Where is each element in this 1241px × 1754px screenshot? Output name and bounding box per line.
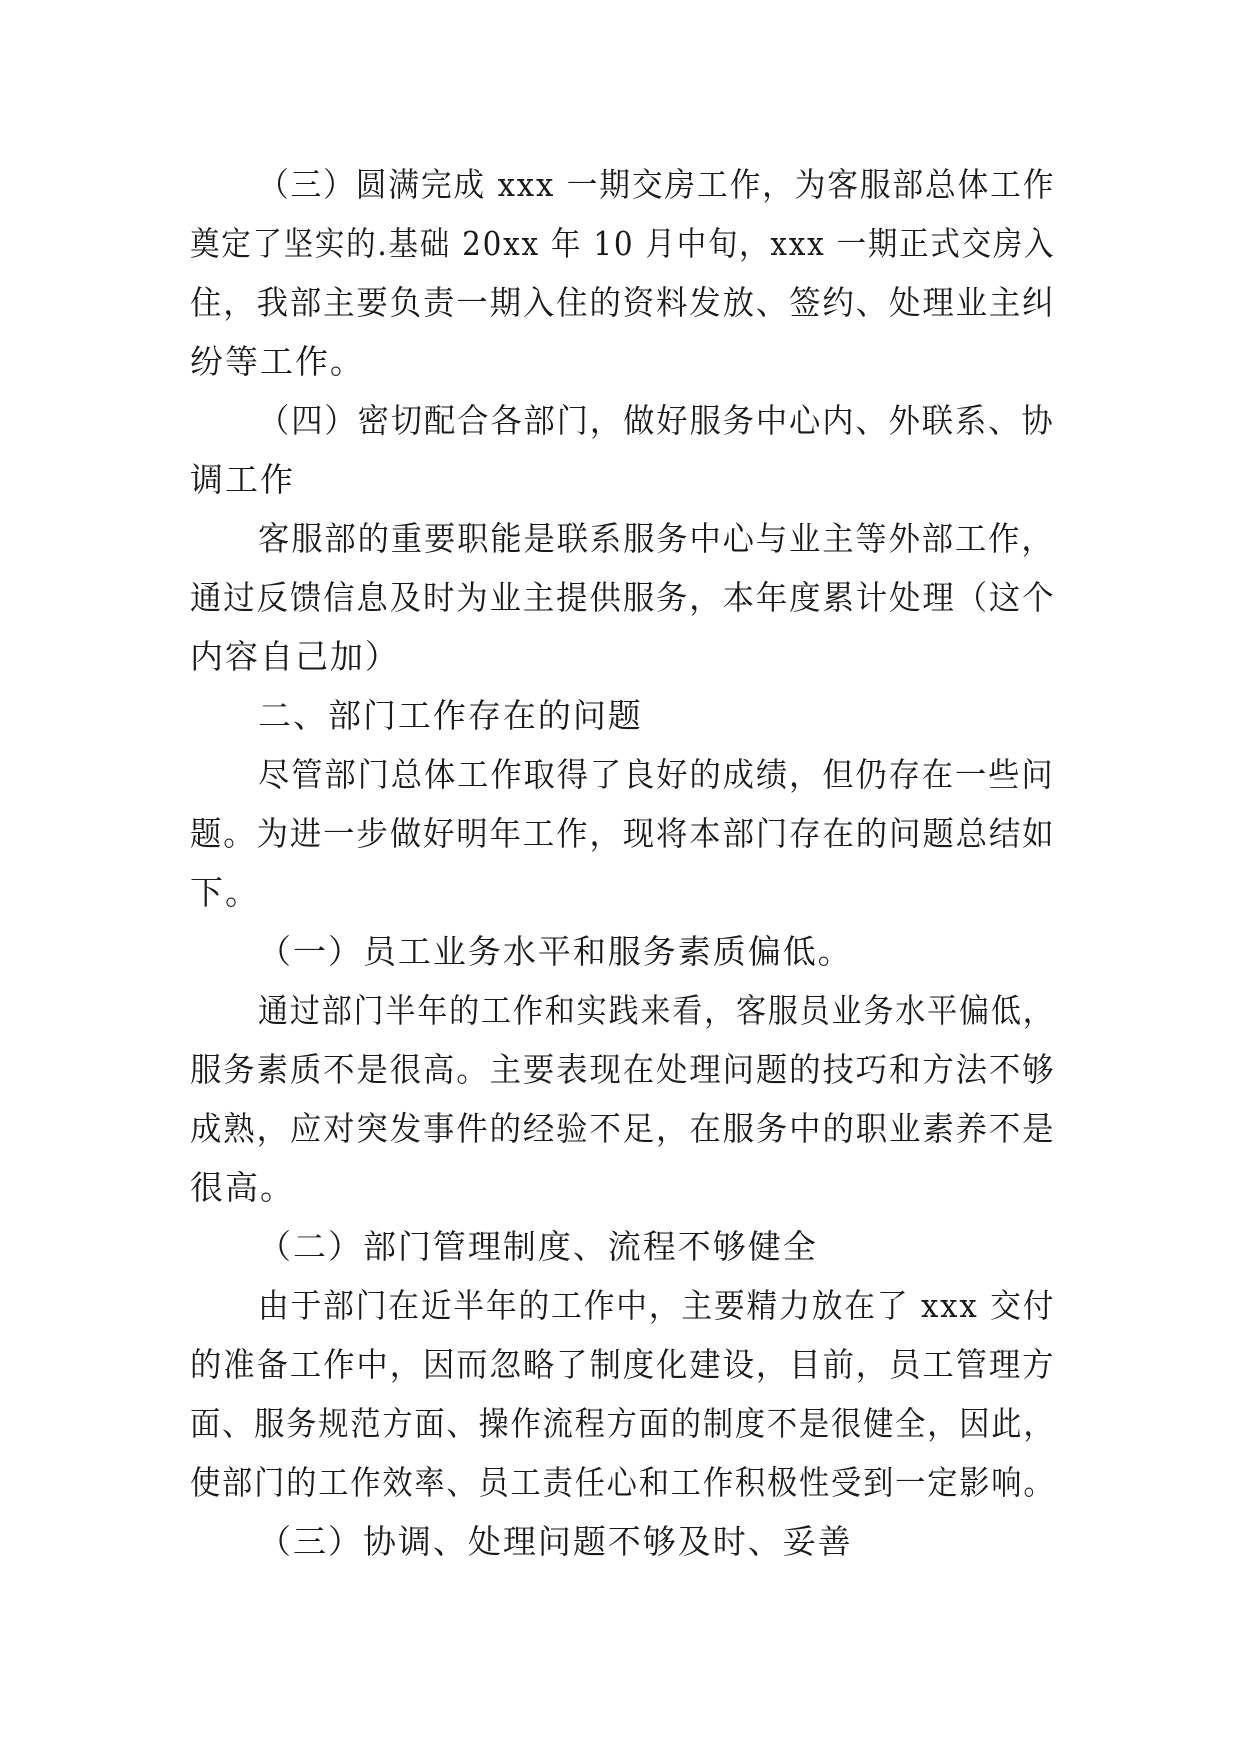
section-heading: （三）协调、处理问题不够及时、妥善 xyxy=(258,1522,853,1561)
text-line: 由于部门在近半年的工作中，主要精力放在了 xxx 交付 xyxy=(258,1286,1056,1325)
text-line: 客服部的重要职能是联系服务中心与业主等外部工作， xyxy=(258,519,1055,558)
text-line: 通过反馈信息及时为业主提供服务，本年度累计处理（这个 xyxy=(190,578,1056,617)
text-line: 题。为进一步做好明年工作，现将本部门存在的问题总结如 xyxy=(190,814,1056,853)
text-line: 成熟，应对突发事件的经验不足，在服务中的职业素养不是 xyxy=(190,1109,1056,1148)
section-heading: （二）部门管理制度、流程不够健全 xyxy=(258,1227,818,1266)
section-heading: （一）员工业务水平和服务素质偏低。 xyxy=(258,932,853,971)
text-line: 调工作 xyxy=(190,460,295,499)
text-line: 通过部门半年的工作和实践来看，客服员业务水平偏低， xyxy=(258,991,1055,1030)
section-heading: 二、部门工作存在的问题 xyxy=(258,696,643,735)
text-line: 尽管部门总体工作取得了良好的成绩，但仍存在一些问 xyxy=(258,755,1055,794)
text-line: 下。 xyxy=(190,873,260,912)
text-line: （三）圆满完成 xxx 一期交房工作，为客服部总体工作 xyxy=(258,165,1056,204)
text-line: 服务素质不是很高。主要表现在处理问题的技巧和方法不够 xyxy=(190,1050,1056,1089)
text-line: 住，我部主要负责一期入住的资料发放、签约、处理业主纠 xyxy=(190,283,1056,322)
text-line: 内容自己加） xyxy=(190,637,400,676)
text-line: 的准备工作中，因而忽略了制度化建设，目前，员工管理方 xyxy=(190,1345,1056,1384)
text-line: 纷等工作。 xyxy=(190,342,365,381)
text-line: 奠定了坚实的.基础 20xx 年 10 月中旬，xxx 一期正式交房入 xyxy=(190,224,1056,263)
text-line: 很高。 xyxy=(190,1168,295,1207)
text-line: 面、服务规范方面、操作流程方面的制度不是很健全，因此， xyxy=(190,1404,1056,1443)
text-line: 使部门的工作效率、员工责任心和工作积极性受到一定影响。 xyxy=(190,1463,1056,1502)
section-heading: （四）密切配合各部门，做好服务中心内、外联系、协 xyxy=(258,401,1055,440)
